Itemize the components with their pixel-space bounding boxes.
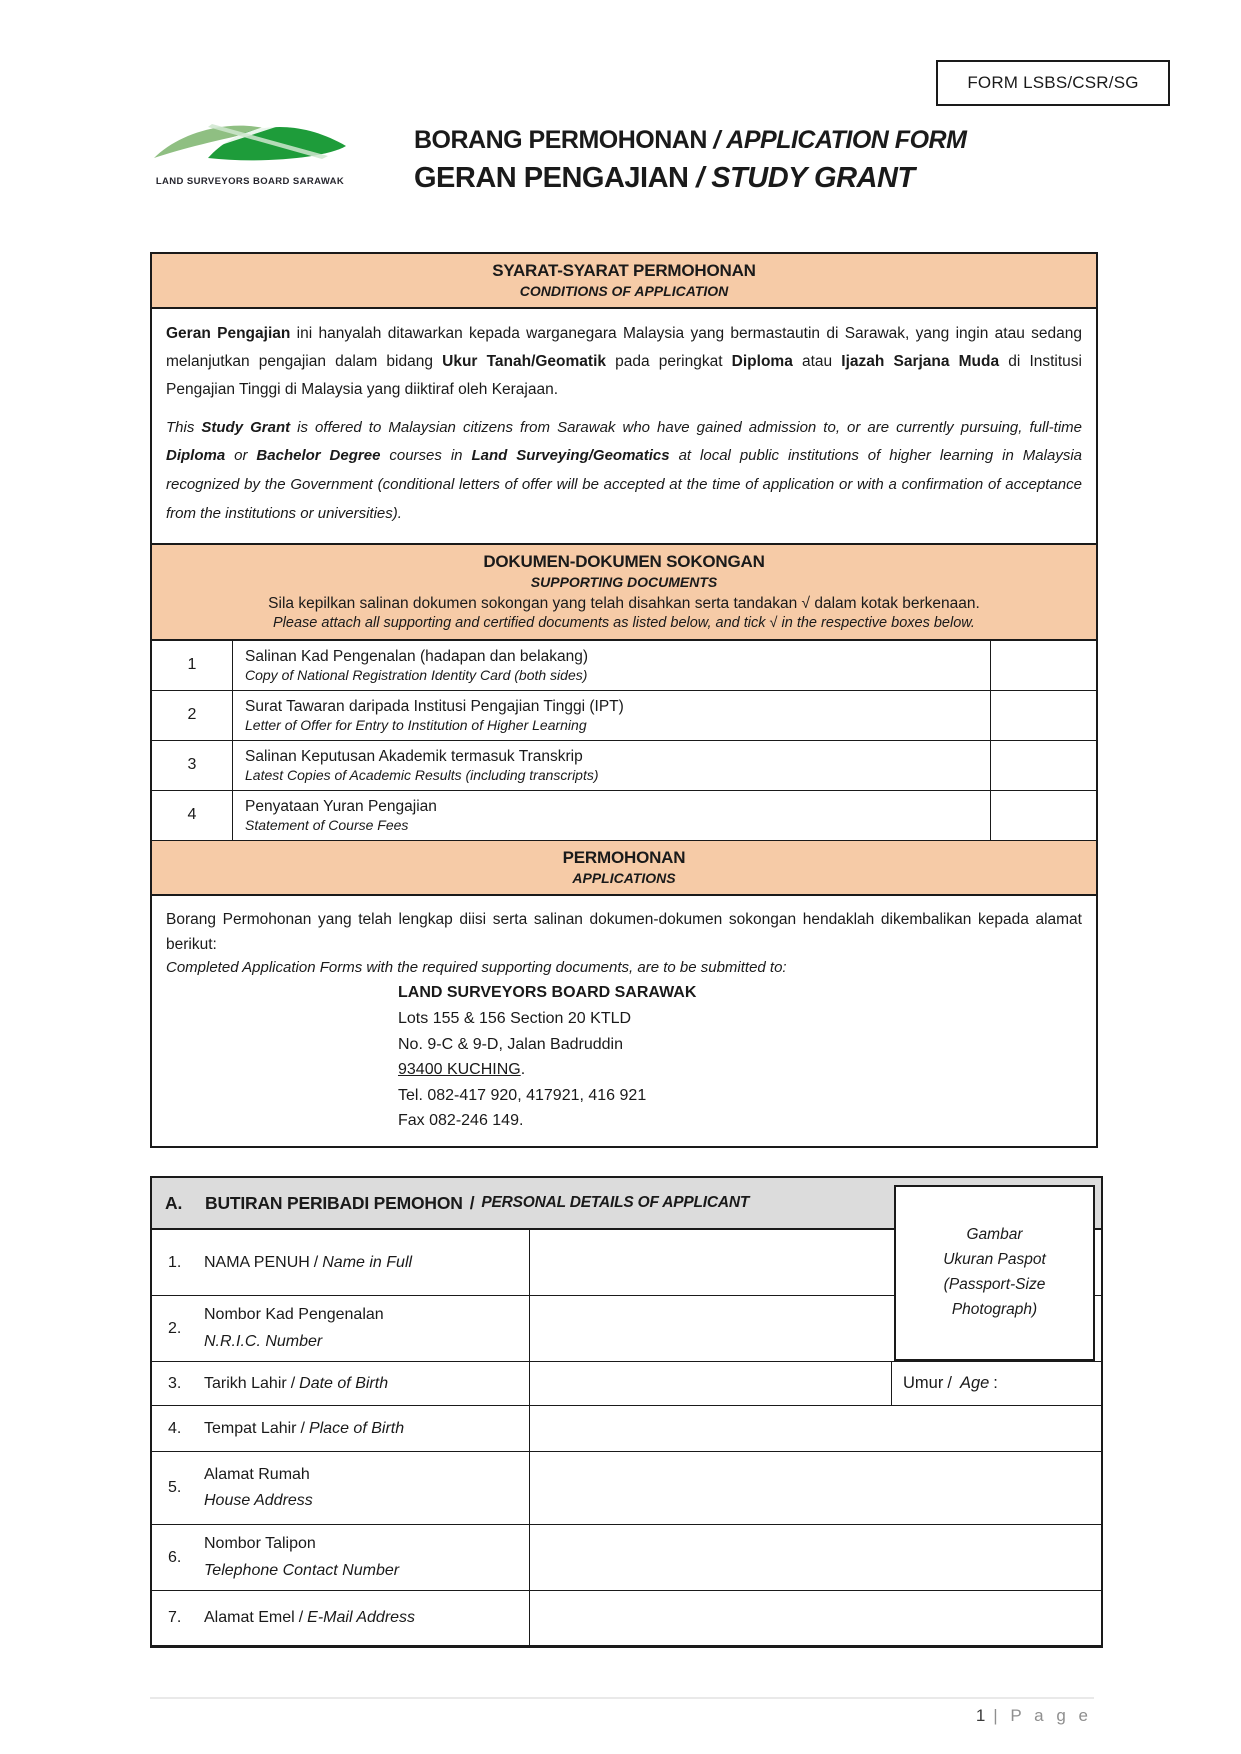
conditions-body xyxy=(152,309,1096,545)
address-line-2: No. 9-C & 9-D, Jalan Badruddin xyxy=(398,1035,623,1053)
header xyxy=(150,112,966,195)
field-label-en: E-Mail Address xyxy=(307,1609,416,1626)
passport-photo-box xyxy=(894,1185,1095,1361)
field-label-my: Alamat Emel xyxy=(204,1609,295,1626)
field-row-place-of-birth xyxy=(152,1406,1101,1452)
conditions-paragraph-en: This Study Grant is offered to Malaysian citizens from Sarawak who have gained admission to, or are currently pursuing, full-time Diploma or Bachelor Degree courses in Land Surveying/Geomatics at local public institutions of higher learning in Malaysia recognized by the Government (conditional letters of offer will be accepted at the time of application or with a confirmation of acceptance from the institutions or universities). xyxy=(166,418,1082,522)
documents-header-band xyxy=(152,545,1096,641)
photo-box-line: Gambar xyxy=(966,1226,1023,1244)
document-row-3 xyxy=(152,741,1096,791)
title-line2-my: GERAN PENGAJIAN xyxy=(414,162,689,194)
document-row-3-en: Latest Copies of Academic Results (including transcripts) xyxy=(245,766,599,783)
field-number: 5. xyxy=(168,1479,182,1496)
document-row-1-en: Copy of National Registration Identity Card (both sides) xyxy=(245,666,588,683)
house-address-input[interactable] xyxy=(530,1452,1101,1524)
email-input[interactable] xyxy=(530,1591,1101,1645)
conditions-header-my: SYARAT-SYARAT PERMOHONAN xyxy=(492,261,756,280)
section-a-label: A. xyxy=(165,1192,183,1213)
section-a-separator: / xyxy=(469,1192,475,1213)
page-number xyxy=(0,1706,1092,1726)
document-row-3-my: Salinan Keputusan Akademik termasuk Transkrip xyxy=(245,747,583,765)
tick-box-2[interactable] xyxy=(990,691,1096,740)
logo-caption: LAND SURVEYORS BOARD SARAWAK xyxy=(155,176,345,187)
address-name: LAND SURVEYORS BOARD SARAWAK xyxy=(398,984,697,1002)
address-line-1: Lots 155 & 156 Section 20 KTLD xyxy=(398,1009,632,1027)
form-code-box xyxy=(936,60,1170,106)
tick-box-1[interactable] xyxy=(990,641,1096,690)
document-row-1-number: 1 xyxy=(152,641,233,690)
document-row-2-label xyxy=(233,691,990,740)
field-label-en: Name in Full xyxy=(322,1253,413,1271)
field-label-separator: / xyxy=(300,1419,305,1437)
address-city: 93400 KUCHING xyxy=(398,1061,521,1079)
section-a-title-my: BUTIRAN PERIBADI PEMOHON xyxy=(205,1192,463,1213)
age-cell[interactable] xyxy=(891,1362,1101,1405)
documents-note-en: Please attach all supporting and certified documents as listed below, and tick √ in the respective boxes below. xyxy=(273,614,975,631)
field-label-my: Alamat Rumah xyxy=(204,1465,310,1483)
address-city-line xyxy=(398,1057,1082,1083)
field-label-en: N.R.I.C. Number xyxy=(204,1332,323,1350)
tick-box-3[interactable] xyxy=(990,741,1096,790)
field-number: 3. xyxy=(168,1374,182,1392)
document-row-1 xyxy=(152,641,1096,691)
field-label-separator: / xyxy=(313,1253,319,1271)
document-row-2-my: Surat Tawaran daripada Institusi Pengajian Tinggi (IPT) xyxy=(245,697,624,715)
document-row-1-my: Salinan Kad Pengenalan (hadapan dan belakang) xyxy=(245,647,589,665)
field-number: 6. xyxy=(168,1548,182,1566)
field-label-my: NAMA PENUH xyxy=(204,1253,310,1271)
field-label-en: House Address xyxy=(204,1492,313,1509)
photo-box-line: Photograph) xyxy=(951,1300,1038,1318)
applications-header-en: APPLICATIONS xyxy=(572,869,676,886)
field-label-en: Place of Birth xyxy=(308,1419,405,1437)
section-a-personal-details xyxy=(150,1176,1103,1648)
form-code-text: FORM LSBS/CSR/SG xyxy=(967,73,1139,92)
address-telephone: Tel. 082-417 920, 417921, 416 921 xyxy=(398,1086,647,1104)
document-row-2-number: 2 xyxy=(152,691,233,740)
applications-text-en: Completed Application Forms with the required supporting documents, are to be submitted to: xyxy=(166,959,787,977)
field-label-stacked xyxy=(204,1302,384,1355)
applications-body xyxy=(152,896,1096,1146)
document-row-2 xyxy=(152,691,1096,741)
field-row-house-address xyxy=(152,1452,1101,1525)
field-label-en: Telephone Contact Number xyxy=(204,1561,400,1579)
field-number: 4. xyxy=(168,1419,182,1437)
photo-box-line: Ukuran Paspot xyxy=(943,1251,1046,1269)
applications-text-my: Borang Permohonan yang telah lengkap diisi serta salinan dokumen-dokumen sokongan hendaklah dikembalikan kepada alamat berikut: xyxy=(166,910,1082,953)
field-label-my: Nombor Kad Pengenalan xyxy=(204,1306,384,1324)
field-row-email xyxy=(152,1591,1101,1646)
logo-graphic xyxy=(150,112,350,174)
info-table xyxy=(150,252,1098,1148)
age-label-colon: : xyxy=(993,1374,998,1392)
telephone-input[interactable] xyxy=(530,1525,1101,1590)
document-row-1-label xyxy=(233,641,990,690)
field-row-telephone xyxy=(152,1525,1101,1591)
field-label-separator: / xyxy=(290,1374,296,1392)
field-label-date-of-birth xyxy=(152,1362,530,1405)
field-label-place-of-birth xyxy=(152,1406,530,1451)
document-row-4-number: 4 xyxy=(152,791,233,840)
board-address xyxy=(398,980,1082,1134)
document-row-2-en: Letter of Offer for Entry to Institution of Higher Learning xyxy=(245,716,587,733)
address-city-suffix: . xyxy=(520,1061,526,1079)
conditions-paragraph-my: Geran Pengajian ini hanyalah ditawarkan kepada warganegara Malaysia yang bermastautin di Sarawak, yang ingin atau sedang melanjutkan pengajian dalam bidang Ukur Tanah/Geomatik pada peringkat Diploma atau Ijazah Sarjana Muda di Institusi Pengajian Tinggi di Malaysia yang diiktiraf oleh Kerajaan. xyxy=(166,325,1082,399)
title-line2-en: STUDY GRANT xyxy=(711,162,915,194)
documents-header-my: DOKUMEN-DOKUMEN SOKONGAN xyxy=(483,551,765,571)
age-label-separator: / xyxy=(947,1374,952,1392)
applications-header-band xyxy=(152,841,1096,896)
tick-box-4[interactable] xyxy=(990,791,1096,840)
field-number: 1. xyxy=(168,1253,182,1271)
document-row-4-label xyxy=(233,791,990,840)
documents-note-my: Sila kepilkan salinan dokumen sokongan yang telah disahkan serta tandakan √ dalam kotak berkenaan. xyxy=(268,594,980,612)
document-row-3-number: 3 xyxy=(152,741,233,790)
conditions-header-band xyxy=(152,254,1096,309)
photo-box-line: (Passport-Size xyxy=(943,1276,1046,1293)
field-label-my: Nombor Talipon xyxy=(204,1535,316,1553)
document-row-4-en: Statement of Course Fees xyxy=(245,816,409,833)
title-line-2 xyxy=(414,162,966,195)
document-row-4-my: Penyataan Yuran Pengajian xyxy=(245,797,437,815)
logo xyxy=(150,112,350,187)
conditions-header-en: CONDITIONS OF APPLICATION xyxy=(519,283,729,299)
field-label-house-address xyxy=(152,1452,530,1524)
date-of-birth-input[interactable] xyxy=(530,1362,891,1405)
field-label-telephone xyxy=(152,1525,530,1590)
documents-header-en: SUPPORTING DOCUMENTS xyxy=(530,573,718,590)
place-of-birth-input[interactable] xyxy=(530,1406,1101,1451)
section-a-title-en: PERSONAL DETAILS OF APPLICANT xyxy=(481,1194,750,1211)
page-number-word: | P a g e xyxy=(993,1706,1092,1725)
age-label-my: Umur xyxy=(903,1374,944,1392)
document-row-4 xyxy=(152,791,1096,841)
page-number-value: 1 xyxy=(975,1706,990,1725)
footer-divider xyxy=(150,1697,1094,1699)
title-line1-separator: / xyxy=(713,126,720,154)
field-label-email xyxy=(152,1591,530,1645)
field-label-separator: / xyxy=(298,1609,304,1626)
page-title xyxy=(414,112,966,195)
field-label-stacked xyxy=(204,1531,399,1584)
age-label-en: Age xyxy=(959,1374,990,1392)
field-label-en: Date of Birth xyxy=(299,1374,389,1392)
title-line2-separator: / xyxy=(696,162,704,194)
title-line1-my: BORANG PERMOHONAN xyxy=(414,126,707,154)
title-line-1 xyxy=(414,126,966,155)
address-fax: Fax 082-246 149. xyxy=(398,1112,524,1130)
applications-header-my: PERMOHONAN xyxy=(562,847,686,867)
field-row-date-of-birth xyxy=(152,1362,1101,1406)
document-row-3-label xyxy=(233,741,990,790)
field-label-stacked xyxy=(204,1462,313,1515)
field-number: 2. xyxy=(168,1319,182,1337)
field-number: 7. xyxy=(168,1609,182,1626)
title-line1-en: APPLICATION FORM xyxy=(726,126,967,154)
field-label-my: Tarikh Lahir xyxy=(204,1374,287,1392)
field-label-my: Tempat Lahir xyxy=(204,1419,297,1437)
field-label-name xyxy=(152,1230,530,1295)
field-label-nric xyxy=(152,1296,530,1361)
